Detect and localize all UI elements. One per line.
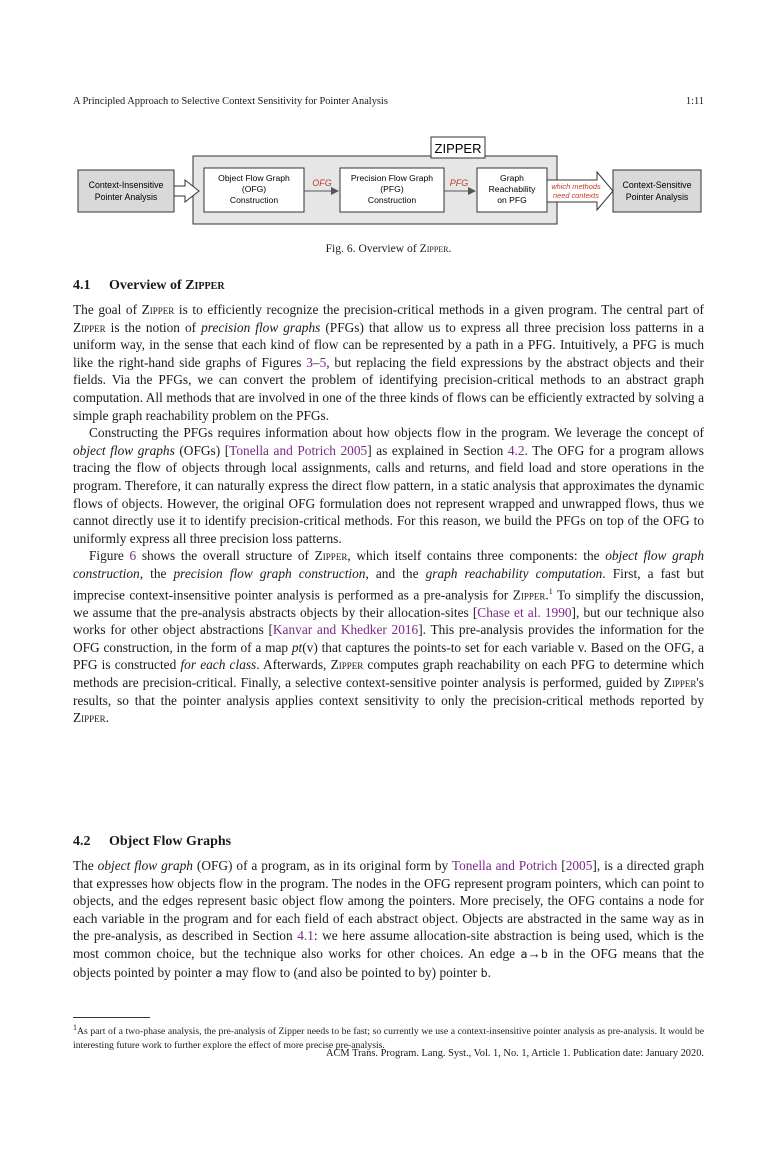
pfg-line-2: (PFG)	[380, 184, 404, 194]
caption-name: Zipper.	[419, 242, 452, 255]
paragraph: The goal of Zipper is to efficiently recognize the precision-critical methods in a given program. The central part of Zipper is the notion of precision flow graphs (PFGs) that allow us to express all three precision loss patterns in a uniform way, in the sense that each kind of flow can be represented by a path in a PFG. Intuitively, a PFG is much like the right-hand side graphs of Figures 3–5, but replacing the field expressions by the abstract objects and their fields. Via the PFGs, we can convert the problem of identifying precision-critical methods to an abstract graph computation. All methods that are involved in one of the three kinds of flows can be efficiently extracted by solving a simple graph reachability problem on the PFGs.	[73, 302, 704, 423]
ofg-line-2: (OFG)	[241, 184, 267, 194]
figure-link[interactable]: 6	[129, 548, 137, 564]
output-line-1: Context-Sensitive	[622, 180, 692, 190]
section-number: 4.2	[73, 834, 91, 849]
reach-line-2: Reachability	[488, 184, 536, 194]
section-heading-4-1	[73, 278, 225, 294]
section-4-1-body	[73, 301, 704, 727]
ofg-arrow-label: OFG	[312, 178, 332, 188]
citation-link[interactable]: Kanvar and Khedker 2016	[272, 622, 419, 638]
citation-link[interactable]: Chase et al. 1990	[477, 604, 572, 620]
section-number: 4.1	[73, 278, 91, 293]
ofg-line-3: Construction	[229, 195, 279, 205]
section-heading-4-2	[73, 834, 231, 850]
section-title: Overview of	[109, 278, 182, 293]
section-link[interactable]: 4.1	[297, 928, 314, 944]
footnote-text: As part of a two-phase analysis, the pre-analysis of Zipper needs to be fast; so currently we use a context-insensitive pointer analysis as pre-analysis. It would be interesting future work to further explore the effect of more precise pre-analysis.	[73, 1026, 704, 1052]
page-footer: ACM Trans. Program. Lang. Syst., Vol. 1, No. 1, Article 1. Publication date: January 2020.	[326, 1048, 704, 1059]
reach-line-1: Graph	[500, 173, 524, 183]
output-line-2: Pointer Analysis	[625, 192, 689, 202]
pfg-line-3: Construction	[367, 195, 417, 205]
paragraph: Constructing the PFGs requires information about how objects flow in the program. We leverage the concept of object flow graphs (OFGs) [Tonella and Potrich 2005] as explained in Section 4.2. The OFG for a program allows tracing the flow of objects through local assignments, calls and returns, and field load and store operations in the program. Therefore, it can naturally express the direct flow pattern, in a static analysis that approximates the dynamic flows of objects. However, the original OFG formulation does not represent wrapped and unwrapped flows, thus we cannot directly use it to identify precision-critical methods. For this reason, we build the PFGs on top of the OFG to uniformly express all three precision loss patterns.	[73, 425, 705, 546]
ofg-line-1: Object Flow Graph	[218, 173, 290, 183]
running-title: A Principled Approach to Selective Context Sensitivity for Pointer Analysis	[73, 96, 388, 107]
citation-link[interactable]: Tonella and Potrich	[451, 858, 558, 873]
paragraph: The object flow graph (OFG) of a program, as in its original form by Tonella and Potrich [2005], is a directed graph that expresses how objects flow in the program. The nodes in the OFG represent program pointers, which can point to objects, and the edges represent basic object flow among the pointers. More precisely, the OFG contains a node for each variable in the program and for each field of each abstract object. Objects are abstracted in the same way as in the pre-analysis, as described in Section 4.1: we here assume allocation-site abstraction is being used, which is the most common choice, but the technique also works for other choices. An edge a→b in the OFG means that the objects pointed by pointer a may flow to (and also be pointed to by) pointer b.	[73, 858, 704, 980]
footnote-mark: 1	[73, 1023, 77, 1032]
citation-link[interactable]: Tonella and Potrich 2005	[229, 442, 368, 458]
page-number: 1:11	[685, 96, 704, 107]
output-arrow-line-2: need contexts	[552, 191, 600, 200]
input-box	[78, 170, 174, 212]
output-box	[613, 170, 701, 212]
running-header	[73, 96, 704, 107]
reach-line-3: on PFG	[497, 195, 527, 205]
pfg-arrow-label: PFG	[449, 178, 469, 188]
footnote-rule	[73, 1017, 150, 1018]
input-line-2: Pointer Analysis	[94, 192, 158, 202]
zipper-overview-diagram	[73, 136, 704, 232]
input-line-1: Context-Insensitive	[88, 180, 164, 190]
section-link[interactable]: 4.2	[507, 442, 525, 458]
output-arrow-line-1: which methods	[551, 182, 601, 191]
section-4-2-body	[73, 857, 704, 982]
paragraph: Figure 6 shows the overall structure of Zipper, which itself contains three components: the object flow graph construction, the precision flow graph construction, and the graph reachability computation. First, a fast but imprecise context-insensitive pointer analysis is performed as a pre-analysis for Zipper.$^1$ To simplify the discussion, we assume that the pre-analysis abstracts objects by their allocation-sites [Chase et al. 1990], but our technique also works for other object abstractions [Kanvar and Khedker 2016]. This pre-analysis provides the information for the OFG construction, in the form of a map pt(v) that captures the points-to set for each variable v. Based on the OFG, a PFG is constructed for each class. Afterwards, Zipper computes graph reachability on each PFG to determine which methods are precision-critical. Finally, a selective context-sensitive pointer analysis is performed, guided by Zipper's results, so that the pointer analysis applies context sensitivity to only the precision-critical methods reported by Zipper.	[73, 548, 705, 726]
figure-caption	[73, 242, 704, 255]
section-title-name: Zipper	[185, 278, 225, 293]
section-title: Object Flow Graphs	[109, 834, 232, 849]
zipper-label: ZIPPER	[434, 141, 482, 156]
pfg-line-1: Precision Flow Graph	[350, 173, 434, 183]
caption-text: Fig. 6. Overview of	[325, 242, 417, 255]
